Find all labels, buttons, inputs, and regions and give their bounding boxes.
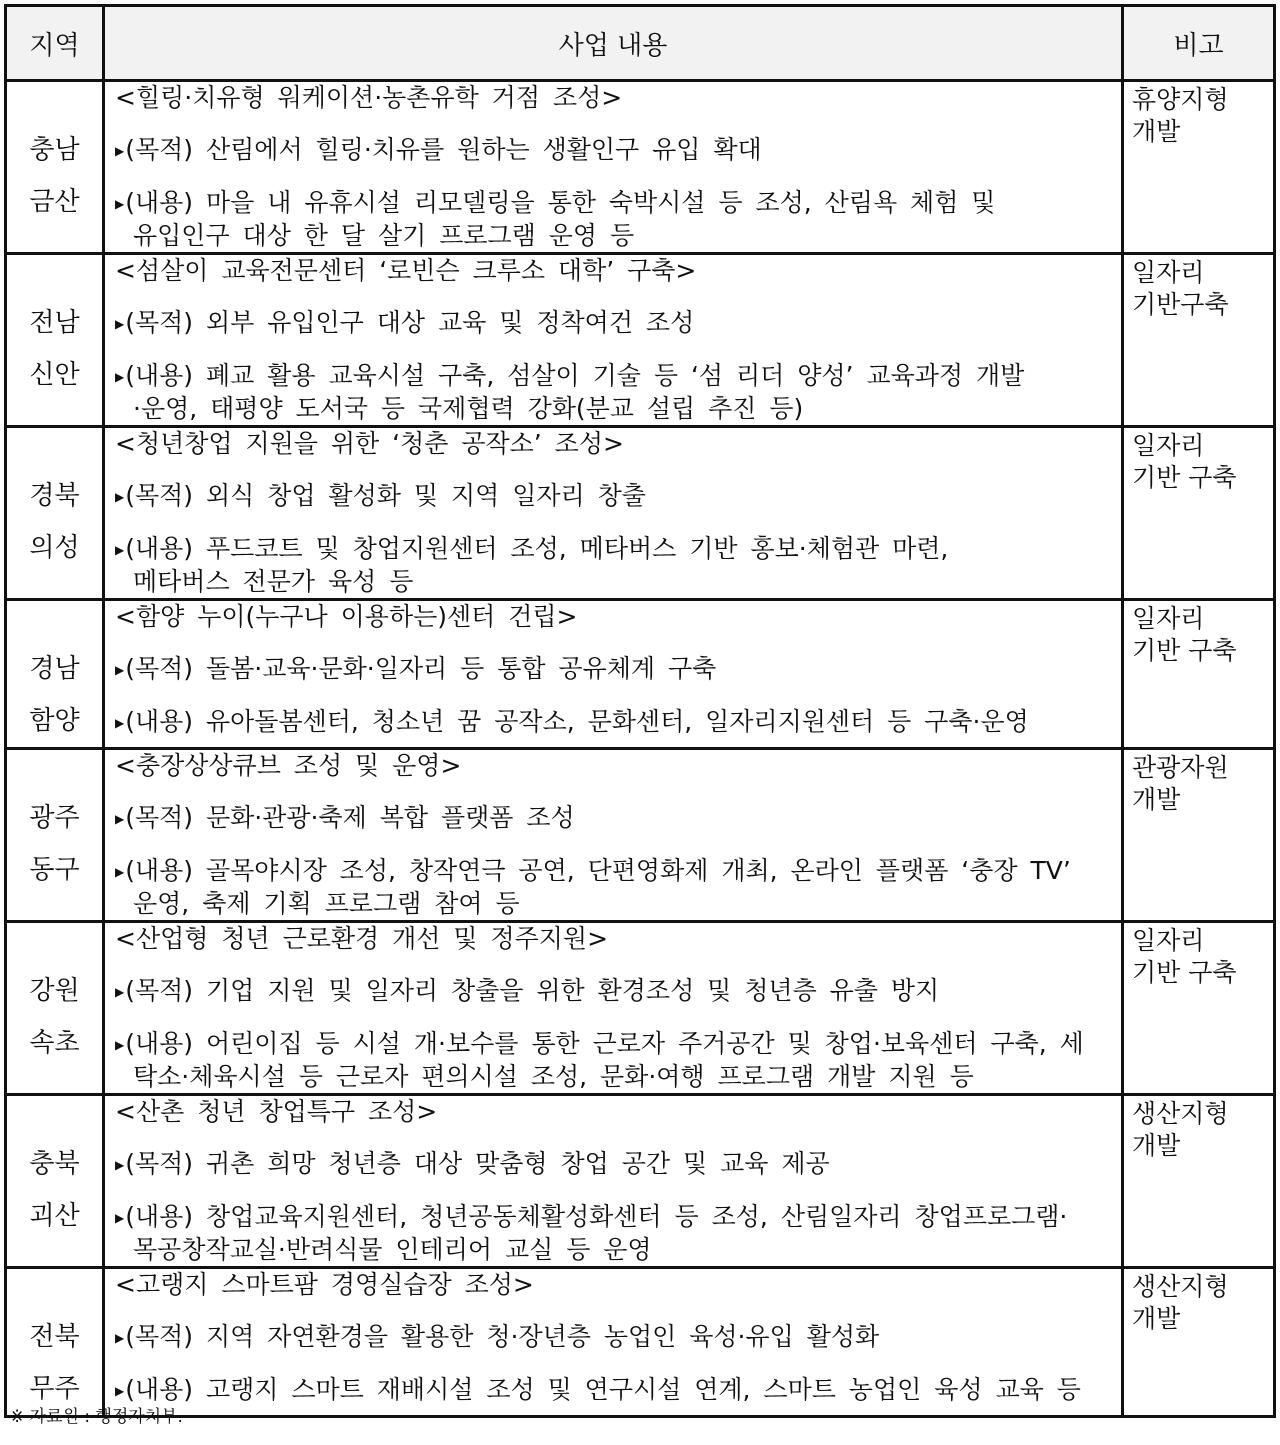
project-title: <섬살이 교육전문센터 ‘로빈슨 크루소 대학’ 구축>: [115, 256, 697, 285]
region-label: 속초: [29, 1028, 80, 1058]
purpose-item: [115, 653, 1121, 686]
content-text-continued: 목공창작교실·반려식물 인테리어 교실 등 운영: [133, 1235, 652, 1264]
header-content: 사업 내용: [104, 6, 1123, 81]
note-label: 기반 구축: [1132, 958, 1237, 987]
note-label: 기반 구축: [1132, 463, 1237, 492]
purpose-text: (목적) 귀촌 희망 청년층 대상 맞춤형 창업 공간 및 교육 제공: [125, 1149, 830, 1178]
project-title: <산업형 청년 근로환경 개선 및 정주지원>: [115, 924, 609, 953]
region-label: 전북: [29, 1322, 80, 1352]
content-item: [115, 533, 1121, 598]
content-text: (내용) 마을 내 유휴시설 리모델링을 통한 숙박시설 등 조성, 산림욕 체험 및: [125, 188, 996, 217]
bullet-triangle-icon: ▶: [115, 865, 125, 879]
region-label: 충북: [29, 1149, 80, 1179]
region-label: 괴산: [29, 1201, 80, 1231]
bullet-triangle-icon: ▶: [115, 317, 125, 331]
project-table: [4, 4, 1276, 1418]
note-cell: [1123, 427, 1275, 600]
note-label: 기반구축: [1132, 290, 1229, 319]
note-label: 개발: [1132, 1131, 1181, 1160]
purpose-text: (목적) 문화·관광·축제 복합 플랫폼 조성: [125, 803, 575, 832]
content-text: (내용) 골목야시장 조성, 창작연극 공연, 단편영화제 개최, 온라인 플랫폼 ‘충장 TV’: [125, 856, 1071, 885]
content-item: [115, 360, 1121, 425]
bullet-triangle-icon: ▶: [115, 1211, 125, 1225]
region-cell: [6, 600, 104, 749]
note-cell: [1123, 254, 1275, 427]
note-cell: [1123, 600, 1275, 749]
note-cell: [1123, 81, 1275, 254]
content-cell: [104, 81, 1123, 254]
table-row: [6, 1095, 1275, 1268]
project-title: <충장상상큐브 조성 및 운영>: [115, 751, 462, 780]
content-text-continued: 메타버스 전문가 육성 등: [133, 567, 414, 596]
project-title: <힐링·치유형 워케이션·농촌유학 거점 조성>: [115, 83, 623, 112]
content-cell: [104, 600, 1123, 749]
note-label: 생산지형: [1132, 1272, 1229, 1301]
note-cell: [1123, 922, 1275, 1095]
content-text: (내용) 어린이집 등 시설 개·보수를 통한 근로자 주거공간 및 창업·보육센터 구축, 세: [125, 1029, 1084, 1058]
content-item: [115, 1374, 1121, 1407]
content-text: (내용) 창업교육지원센터, 청년공동체활성화센터 등 조성, 산림일자리 창업프로그램·: [125, 1202, 1068, 1231]
note-label: 기반 구축: [1132, 636, 1237, 665]
table-header-row: [6, 6, 1275, 81]
project-title: <고랭지 스마트팜 경영실습장 조성>: [115, 1270, 534, 1299]
region-label: 무주: [29, 1374, 80, 1404]
bullet-triangle-icon: ▶: [115, 1038, 125, 1052]
region-cell: [6, 922, 104, 1095]
region-cell: [6, 254, 104, 427]
bullet-triangle-icon: ▶: [115, 197, 125, 211]
region-label: 금산: [29, 187, 80, 217]
purpose-text: (목적) 산림에서 힐링·치유를 원하는 생활인구 유입 확대: [125, 135, 762, 164]
note-cell: [1123, 1095, 1275, 1268]
purpose-item: [115, 307, 1121, 340]
region-cell: [6, 749, 104, 922]
content-item: [115, 855, 1121, 920]
note-cell: [1123, 749, 1275, 922]
bullet-triangle-icon: ▶: [115, 985, 125, 999]
note-cell: [1123, 1268, 1275, 1417]
note-label: 개발: [1132, 785, 1181, 814]
region-label: 광주: [29, 803, 80, 833]
bullet-triangle-icon: ▶: [115, 1331, 125, 1345]
region-label: 의성: [29, 533, 80, 563]
content-text: (내용) 폐교 활용 교육시설 구축, 섬살이 기술 등 ‘섬 리더 양성’ 교육과정 개발: [125, 361, 1025, 390]
header-note: 비고: [1123, 6, 1275, 81]
region-label: 함양: [29, 706, 80, 736]
content-cell: [104, 1095, 1123, 1268]
bullet-triangle-icon: ▶: [115, 663, 125, 677]
purpose-text: (목적) 돌봄·교육·문화·일자리 등 통합 공유체계 구축: [125, 654, 717, 683]
content-item: [115, 706, 1121, 739]
content-cell: [104, 749, 1123, 922]
note-label: 생산지형: [1132, 1099, 1229, 1128]
purpose-item: [115, 1148, 1121, 1181]
content-text-continued: 운영, 축제 기획 프로그램 참여 등: [133, 889, 520, 918]
region-cell: [6, 81, 104, 254]
content-text: (내용) 고랭지 스마트 재배시설 조성 및 연구시설 연계, 스마트 농업인 육성 교육 등: [125, 1375, 1081, 1404]
content-text: (내용) 유아돌봄센터, 청소년 꿈 공작소, 문화센터, 일자리지원센터 등 구축·운영: [125, 707, 1029, 736]
content-cell: [104, 427, 1123, 600]
content-cell: [104, 922, 1123, 1095]
content-text-continued: ·운영, 태평양 도서국 등 국제협력 강화(분교 설립 추진 등): [133, 394, 804, 423]
purpose-text: (목적) 지역 자연환경을 활용한 청·장년층 농업인 육성·유입 활성화: [125, 1322, 880, 1351]
bullet-triangle-icon: ▶: [115, 490, 125, 504]
note-label: 일자리: [1132, 258, 1205, 287]
bullet-triangle-icon: ▶: [115, 370, 125, 384]
note-label: 관광자원: [1132, 753, 1229, 782]
note-label: 일자리: [1132, 926, 1205, 955]
content-text-continued: 탁소·체육시설 등 근로자 편의시설 조성, 문화·여행 프로그램 개발 지원 등: [133, 1062, 974, 1091]
purpose-item: [115, 975, 1121, 1008]
project-title: <산촌 청년 창업특구 조성>: [115, 1097, 438, 1126]
table-row: [6, 427, 1275, 600]
bullet-triangle-icon: ▶: [115, 1384, 125, 1398]
region-label: 동구: [29, 855, 80, 885]
purpose-text: (목적) 기업 지원 및 일자리 창출을 위한 환경조성 및 청년층 유출 방지: [125, 976, 940, 1005]
bullet-triangle-icon: ▶: [115, 144, 125, 158]
note-label: 휴양지형: [1132, 85, 1229, 114]
region-label: 경남: [29, 654, 80, 684]
content-item: [115, 1028, 1121, 1093]
region-label: 강원: [29, 976, 80, 1006]
content-cell: [104, 1268, 1123, 1417]
project-title: <함양 누이(누구나 이용하는)센터 건립>: [115, 602, 578, 631]
note-label: 일자리: [1132, 604, 1205, 633]
bullet-triangle-icon: ▶: [115, 543, 125, 557]
region-label: 경북: [29, 481, 80, 511]
table-row: [6, 600, 1275, 749]
region-cell: [6, 1095, 104, 1268]
bullet-triangle-icon: ▶: [115, 1158, 125, 1172]
bullet-triangle-icon: ▶: [115, 716, 125, 730]
note-label: 개발: [1132, 117, 1181, 146]
table-row: [6, 922, 1275, 1095]
header-region: 지역: [6, 6, 104, 81]
content-item: [115, 187, 1121, 252]
note-label: 개발: [1132, 1304, 1181, 1333]
purpose-text: (목적) 외부 유입인구 대상 교육 및 정착여건 조성: [125, 308, 695, 337]
region-cell: [6, 427, 104, 600]
content-cell: [104, 254, 1123, 427]
content-text-continued: 유입인구 대상 한 달 살기 프로그램 운영 등: [133, 221, 635, 250]
table-row: [6, 81, 1275, 254]
region-label: 전남: [29, 308, 80, 338]
region-label: 충남: [29, 135, 80, 165]
table-row: [6, 749, 1275, 922]
note-label: 일자리: [1132, 431, 1205, 460]
project-title: <청년창업 지원을 위한 ‘청춘 공작소’ 조성>: [115, 429, 624, 458]
content-text: (내용) 푸드코트 및 창업지원센터 조성, 메타버스 기반 홍보·체험관 마련,: [125, 534, 949, 563]
table-row: [6, 1268, 1275, 1417]
purpose-text: (목적) 외식 창업 활성화 및 지역 일자리 창출: [125, 481, 646, 510]
bullet-triangle-icon: ▶: [115, 812, 125, 826]
purpose-item: [115, 802, 1121, 835]
region-cell: [6, 1268, 104, 1417]
source-footnote: ※ 자료원 : 행정자치부.: [10, 1407, 183, 1427]
content-item: [115, 1201, 1121, 1266]
purpose-item: [115, 134, 1121, 167]
table-row: [6, 254, 1275, 427]
purpose-item: [115, 480, 1121, 513]
region-label: 신안: [29, 360, 80, 390]
purpose-item: [115, 1321, 1121, 1354]
